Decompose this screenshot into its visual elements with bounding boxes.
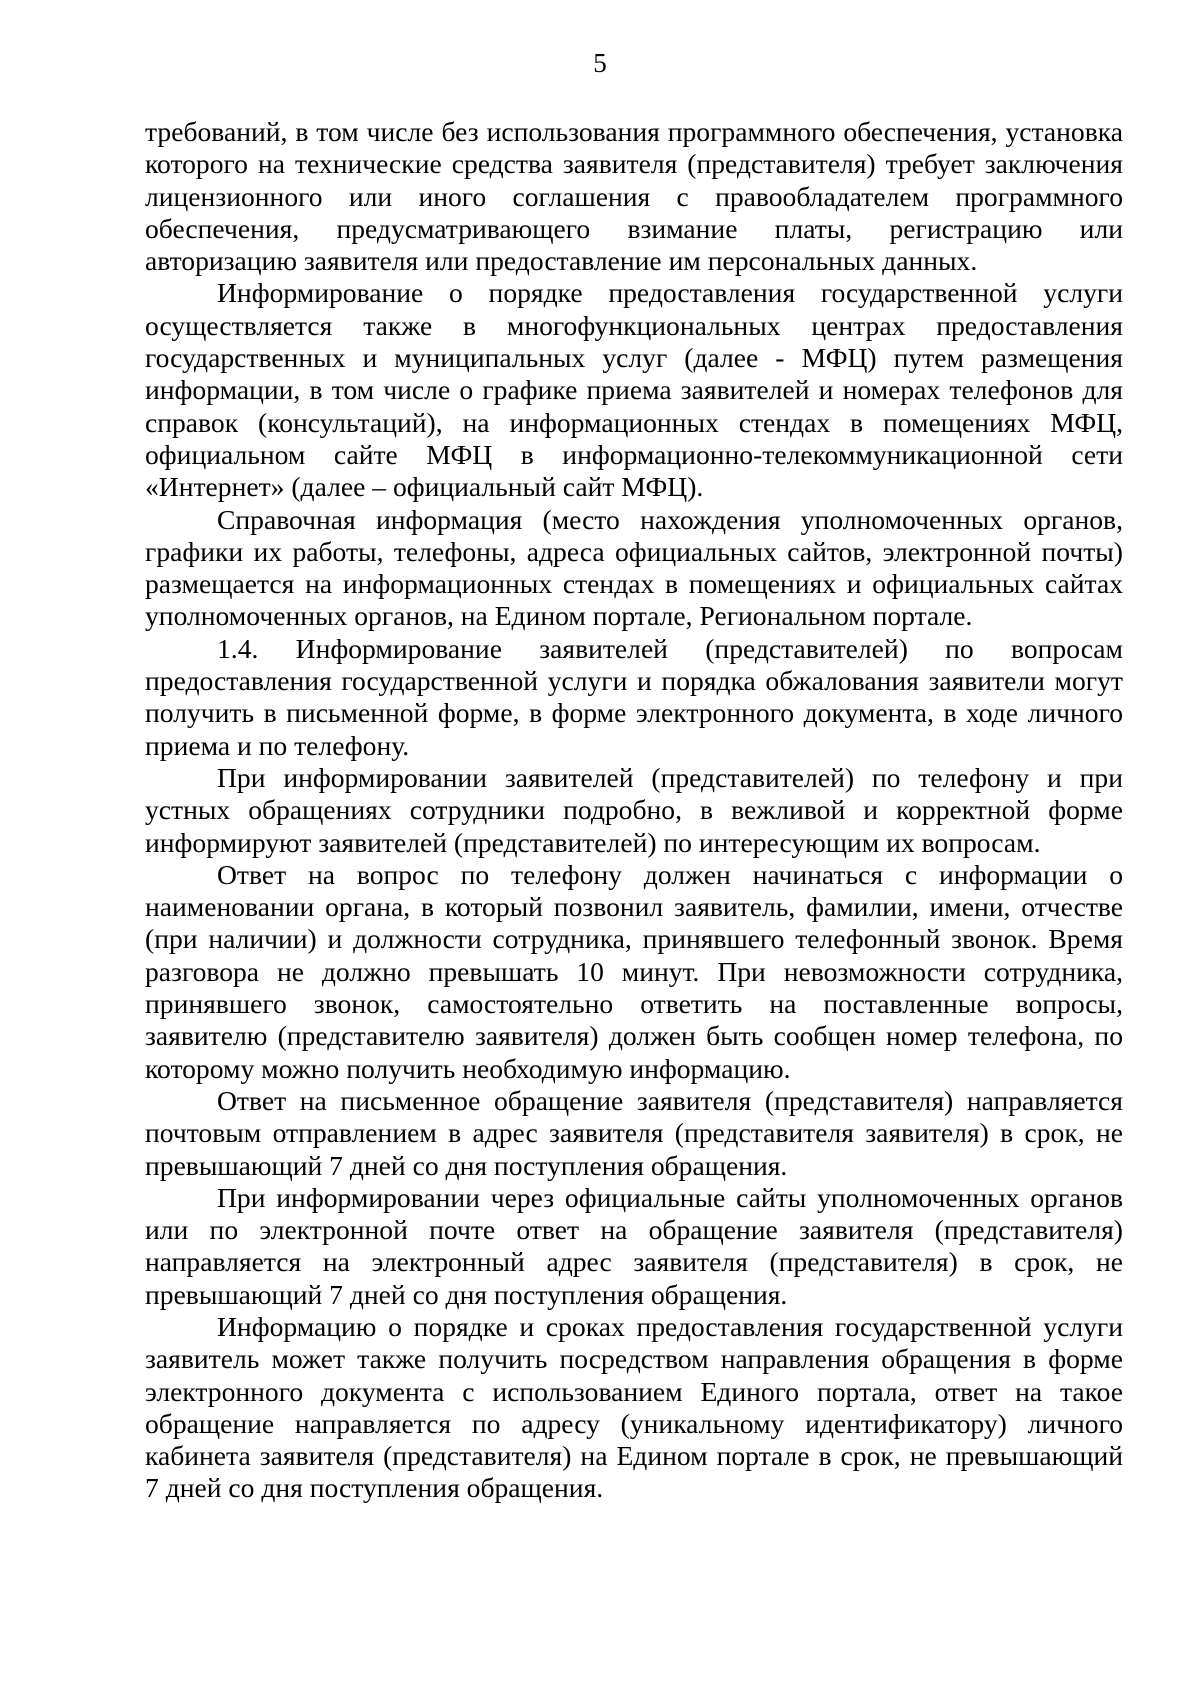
paragraph-phone-answer: Ответ на вопрос по телефону должен начинаться с информации о наименовании органа, в который позвонил заявитель, фамилии, имени, отчестве (при наличии) и должности сотрудника, принявшего телефонный звонок. Время разговора не должно превышать 10 минут. При невозможности сотрудника, принявшего звонок, самостоятельно ответить на поставленные вопросы, заявителю (представителю заявителя) должен быть сообщен номер телефона, по которому можно получить необходимую информацию.	[145, 858, 1123, 1084]
paragraph-phone-informing: При информировании заявителей (представителей) по телефону и при устных обращениях сотрудники подробно, в вежливой и корректной форме информируют заявителей (представителей) по интересующим их вопросам.	[145, 761, 1123, 858]
paragraph-reference-info: Справочная информация (место нахождения уполномоченных органов, графики их работы, телефоны, адреса официальных сайтов, электронной почты) размещается на информационных стендах в помещениях и официальных сайтах уполномоченных органов, на Едином портале, Региональном портале.	[145, 503, 1123, 632]
paragraph-written-answer: Ответ на письменное обращение заявителя (представителя) направляется почтовым отправлением в адрес заявителя (представителя заявителя) в срок, не превышающий 7 дней со дня поступления обращения.	[145, 1084, 1123, 1181]
paragraph-mfc-informing: Информирование о порядке предоставления государственной услуги осуществляется также в многофункциональных центрах предоставления государственных и муниципальных услуг (далее - МФЦ) путем размещения информации, в том числе о графике приема заявителей и номерах телефонов для справок (консультаций), на информационных стендах в помещениях МФЦ, официальном сайте МФЦ в информационно-телекоммуникационной сети «Интернет» (далее – официальный сайт МФЦ).	[145, 277, 1123, 503]
paragraph-continuation: требований, в том числе без использования программного обеспечения, установка которого на технические средства заявителя (представителя) требует заключения лицензионного или иного соглашения с правообладателем программного обеспечения, предусматривающего взимание платы, регистрацию или авторизацию заявителя или предоставление им персональных данных.	[145, 116, 1123, 277]
page-number: 5	[593, 48, 607, 78]
paragraph-section-1-4: 1.4. Информирование заявителей (представителей) по вопросам предоставления государственной услуги и порядка обжалования заявители могут получить в письменной форме, в форме электронного документа, в ходе личного приема и по телефону.	[145, 632, 1123, 761]
paragraph-portal-answer: Информацию о порядке и сроках предоставления государственной услуги заявитель может также получить посредством направления обращения в форме электронного документа с использованием Единого портала, ответ на такое обращение направляется по адресу (уникальному идентификатору) личного кабинета заявителя (представителя) на Едином портале в срок, не превышающий 7 дней со дня поступления обращения.	[145, 1310, 1123, 1504]
paragraph-email-answer: При информировании через официальные сайты уполномоченных органов или по электронной почте ответ на обращение заявителя (представителя) направляется на электронный адрес заявителя (представителя) в срок, не превышающий 7 дней со дня поступления обращения.	[145, 1181, 1123, 1310]
document-body	[145, 116, 1123, 1505]
